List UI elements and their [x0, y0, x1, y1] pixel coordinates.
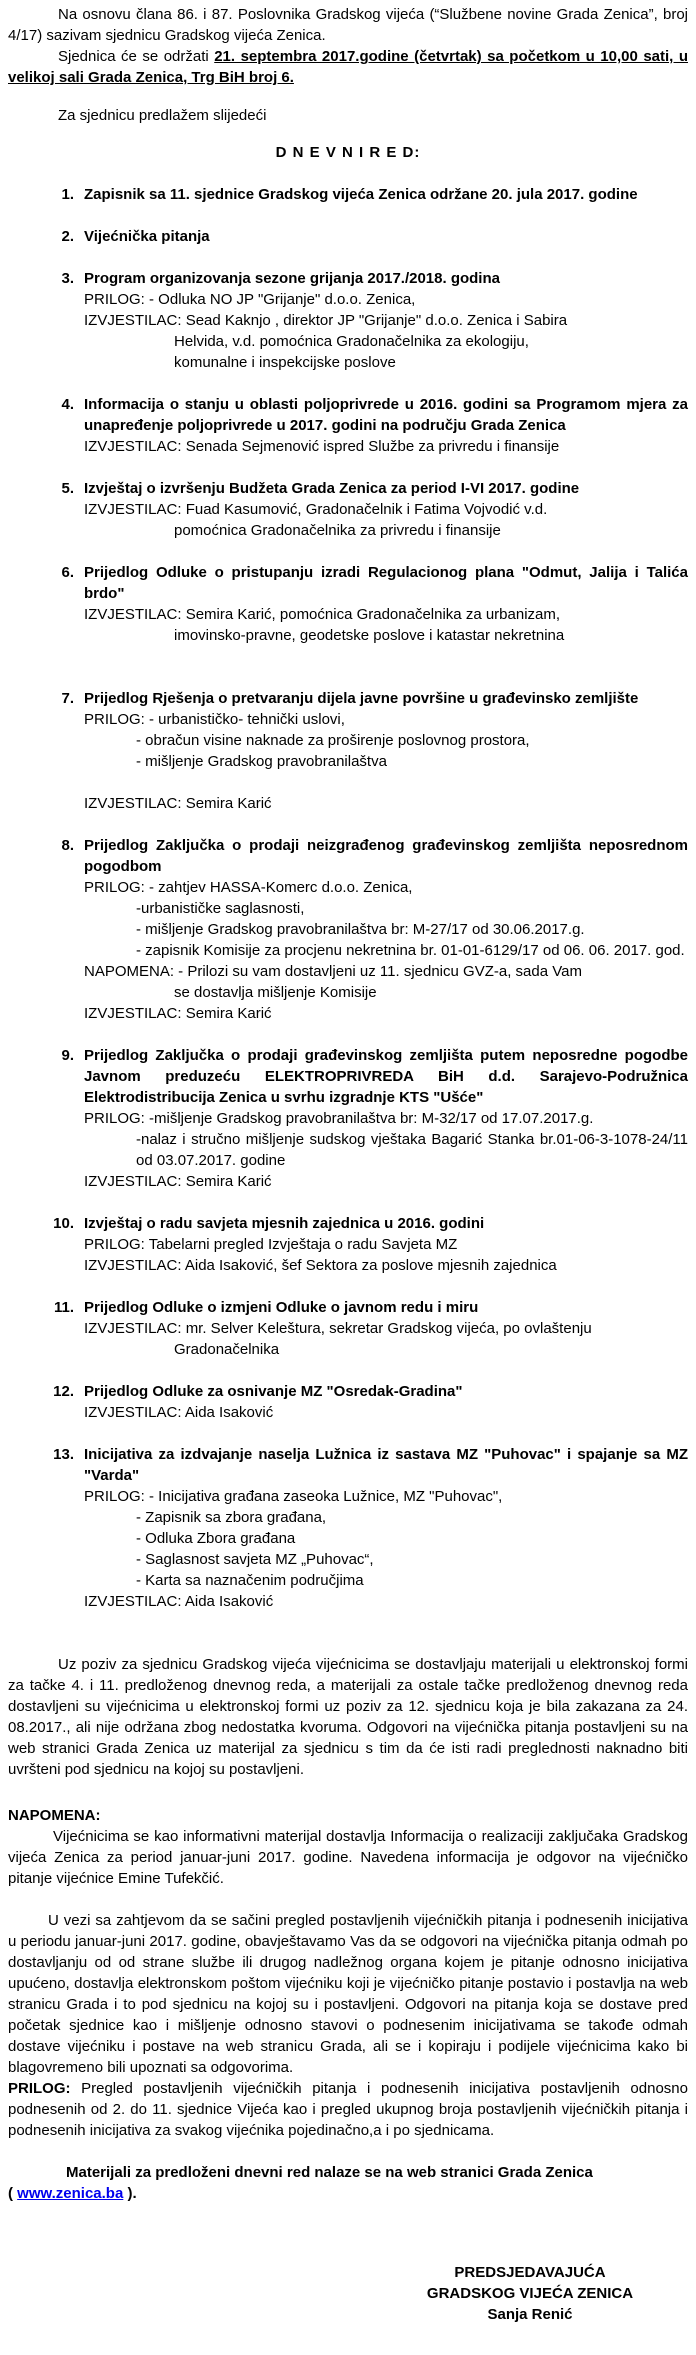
agenda-item-detail [84, 772, 688, 793]
agenda-item-detail: PRILOG: - Inicijativa građana zaseoka Lužnice, MZ "Puhovac", [84, 1488, 503, 1505]
agenda-item-detail: - mišljenje Gradskog pravobranilaštva [136, 753, 387, 770]
agenda-item-number: 2. [61, 228, 74, 245]
agenda-item-detail: IZVJESTILAC: Sead Kaknjo , direktor JP "Grijanje" d.o.o. Zenica i Sabira [84, 312, 568, 329]
agenda-item-number: 9. [61, 1047, 74, 1064]
agenda-item [8, 184, 688, 205]
agenda-item-title: Prijedlog Zaključka o prodaji građevinskog zemljišta putem neposredne pogodbe Javnom preduzeću ELEKTROPRIVREDA BiH d.d. Sarajevo-Podružnica Elektrodistribucija Zenica u svrhu izgradnje KTS "Ušće" [84, 1047, 688, 1106]
prilog-text: Pregled postavljenih vijećničkih pitanja i podnesenih inicijativa postavljenih odnosno podnesenih od 2. do 11. sjednice Vijeća kao i pregled ukupnog broja postavljenih vijećničkih pitanja i podnesenih inicijativa za svakog vijećnika pojedinačno,a i po sjednicama. [8, 2080, 688, 2139]
agenda-item-detail: PRILOG: - urbanističko- tehnički uslovi, [84, 711, 345, 728]
agenda-item [8, 1381, 688, 1423]
session-date-underlined: 21. septembra 2017.godine (četvrtak) sa početkom u 10,00 sati, u velikoj sali Grada Zenica, Trg BiH broj 6. [8, 48, 688, 86]
zenica-website-link[interactable]: www.zenica.ba [17, 2185, 124, 2202]
agenda-item-title: Prijedlog Rješenja o pretvaranju dijela javne površine u građevinsko zemljište [84, 690, 639, 707]
prilog-paragraph [8, 2078, 688, 2141]
agenda-item-detail: IZVJESTILAC: Fuad Kasumović, Gradonačelnik i Fatima Vojvodić v.d. [84, 501, 548, 518]
agenda-item-detail: - Saglasnost savjeta MZ „Puhovac“, [136, 1551, 374, 1568]
intro-paragraph-3: Za sjednicu predlažem slijedeći [58, 107, 267, 124]
agenda-item-detail: IZVJESTILAC: mr. Selver Keleštura, sekretar Gradskog vijeća, po ovlaštenju [84, 1320, 592, 1337]
agenda-item-detail: IZVJESTILAC: Semira Karić [84, 795, 272, 812]
agenda-item [8, 394, 688, 457]
agenda-item-number: 10. [53, 1215, 74, 1232]
agenda-item-detail: - mišljenje Gradskog pravobranilaštva br: M-27/17 od 30.06.2017.g. [136, 921, 585, 938]
agenda-item [8, 268, 688, 373]
agenda-item-detail: komunalne i inspekcijske poslove [174, 354, 396, 371]
agenda-heading: D N E V N I R E D: [275, 144, 421, 161]
materials-open-paren: ( [8, 2185, 18, 2202]
closing-paragraph-2: U vezi sa zahtjevom da se sačini pregled postavljenih vijećničkih pitanja i podnesenih inicijativa u periodu januar-juni 2017. godine, obavještavamo Vas da se odgovori na vijećnička pitanja odmah po dostavljanju od od strane službe ili drugog nadležnog organa kojem je pitanje odnosno inicijativa upućeno, dostavlja elektronskom poštom vijećniku koji je vijećničko pitanje postavio i postavlja na web stranicu Grada i to pod sjednicu na kojoj su i postavljeni. Odgovori na pitanja koja se dostave pred početak sjednice kao i mišljenje odnosno stavovi o podnesenim inicijativama se takođe odmah dostave vijećniku i postave na web stranicu Grada, ali se i kopiraju i podijele vijećnicima kako bi blagovremeno bili upoznati sa odgovorima. [8, 1912, 688, 2076]
agenda-item-detail: - obračun visine naknade za proširenje poslovnog prostora, [136, 732, 530, 749]
agenda-item-detail: PRILOG: - zahtjev HASSA-Komerc d.o.o. Zenica, [84, 879, 413, 896]
agenda-item-detail: NAPOMENA: - Prilozi su vam dostavljeni uz 11. sjednicu GVZ-a, sada Vam [84, 963, 582, 980]
agenda-item-title: Inicijativa za izdvajanje naselja Lužnica iz sastava MZ "Puhovac" i spajanje sa MZ "Varda" [84, 1446, 688, 1484]
closing-paragraph-1: Uz poziv za sjednicu Gradskog vijeća vijećnicima se dostavljaju materijali u elektronskoj formi za tačke 4. i 11. predloženog dnevnog reda, a materijali za ostale tačke predloženog dnevnog reda dostavljeni su vijećnicima u elektronskoj formi uz poziv za 12. sjednicu koja je bila zakazana za 24. 08.2017., ali nije održana zbog nedostatka kvoruma. Odgovori na vijećnička pitanja postavljeni su na web stranici Grada Zenica uz materijal za sjednicu s tim da će isti radi preglednosti naknadno biti uvršteni pod sjednicu na kojoj su postavljeni. [8, 1656, 688, 1778]
agenda-item-number: 7. [61, 690, 74, 707]
agenda-item-detail: PRILOG: Tabelarni pregled Izvještaja o radu Savjeta MZ [84, 1236, 458, 1253]
agenda-item-number: 1. [61, 186, 74, 203]
agenda-item-detail: IZVJESTILAC: Senada Sejmenović ispred Službe za privredu i finansije [84, 438, 560, 455]
intro-paragraph-1: Na osnovu člana 86. i 87. Poslovnika Gradskog vijeća (“Službene novine Grada Zenica”, broj 4/17) sazivam sjednicu Gradskog vijeća Zenica. [8, 6, 688, 44]
agenda-item-title: Prijedlog Odluke za osnivanje MZ "Osredak-Gradina" [84, 1383, 463, 1400]
agenda-item-title: Vijećnička pitanja [84, 228, 210, 245]
agenda-item-detail: - zapisnik Komisije za procjenu nekretnina br. 01-01-6129/17 od 06. 06. 2017. god. [136, 942, 685, 959]
signature-name: Sanja Renić [487, 2306, 573, 2323]
intro-paragraph-2-prefix: Sjednica će se održati [58, 48, 215, 65]
signature-title-line2: GRADSKOG VIJEĆA ZENICA [426, 2285, 634, 2302]
agenda-item-detail: IZVJESTILAC: Aida Isaković, šef Sektora za poslove mjesnih zajednica [84, 1257, 557, 1274]
agenda-item-detail: PRILOG: - Odluka NO JP "Grijanje" d.o.o. Zenica, [84, 291, 416, 308]
agenda-item-detail: imovinsko-pravne, geodetske poslove i katastar nekretnina [174, 627, 565, 644]
agenda-item [8, 478, 688, 541]
signature-title-line1: PREDSJEDAVAJUĆA [454, 2264, 606, 2281]
agenda-item [8, 1045, 688, 1192]
agenda-item-title: Izvještaj o izvršenju Budžeta Grada Zenica za period I-VI 2017. godine [84, 480, 580, 497]
signature-block [402, 2262, 658, 2325]
agenda-item-detail: pomoćnica Gradonačelnika za privredu i finansije [174, 522, 501, 539]
materials-text: Materijali za predloženi dnevni red nalaze se na web stranici Grada Zenica [66, 2164, 593, 2181]
agenda-item-number: 12. [53, 1383, 74, 1400]
agenda-item-detail: IZVJESTILAC: Semira Karić [84, 1005, 272, 1022]
agenda-item [8, 1213, 688, 1276]
agenda-item-number: 5. [61, 480, 74, 497]
agenda-item-title: Prijedlog Odluke o pristupanju izradi Regulacionog plana "Odmut, Jalija i Talića brdo" [84, 564, 688, 602]
agenda-item [8, 835, 688, 1024]
agenda-item-detail: Helvida, v.d. pomoćnica Gradonačelnika za ekologiju, [174, 333, 529, 350]
agenda-item-detail: se dostavlja mišljenje Komisije [174, 984, 377, 1001]
agenda-item-detail: - Odluka Zbora građana [136, 1530, 296, 1547]
agenda-item [8, 562, 688, 646]
agenda-item-detail: - Zapisnik sa zbora građana, [136, 1509, 327, 1526]
agenda-item-detail: IZVJESTILAC: Aida Isaković [84, 1593, 274, 1610]
agenda-item-detail: PRILOG: -mišljenje Gradskog pravobranilaštva br: M-32/17 od 17.07.2017.g. [84, 1110, 594, 1127]
agenda-item-number: 11. [53, 1299, 74, 1316]
agenda-item-title: Informacija o stanju u oblasti poljoprivrede u 2016. godini sa Programom mjera za unapređenje poljoprivrede u 2017. godini na području Grada Zenica [84, 396, 688, 434]
agenda-item [8, 226, 688, 247]
agenda-list [8, 184, 688, 1612]
napomena-label: NAPOMENA: [8, 1807, 101, 1824]
intro-paragraph-2 [8, 46, 688, 88]
agenda-item-detail: IZVJESTILAC: Semira Karić [84, 1173, 272, 1190]
agenda-item-title: Prijedlog Odluke o izmjeni Odluke o javnom redu i miru [84, 1299, 479, 1316]
agenda-item-detail: Gradonačelnika [174, 1341, 280, 1358]
agenda-item-number: 13. [53, 1446, 74, 1463]
agenda-item [8, 1297, 688, 1360]
agenda-item-detail: - Karta sa naznačenim područjima [136, 1572, 364, 1589]
materials-close-paren: ). [123, 2185, 137, 2202]
materials-paragraph [8, 2162, 688, 2204]
prilog-label: PRILOG: [8, 2080, 71, 2097]
agenda-item-detail: -nalaz i stručno mišljenje sudskog vještaka Bagarić Stanka br.01-06-3-1078-24/11 od 03.07.2017. godine [136, 1131, 688, 1169]
agenda-item-number: 3. [61, 270, 74, 287]
agenda-item-number: 4. [61, 396, 74, 413]
agenda-item-number: 8. [61, 837, 74, 854]
agenda-item-number: 6. [61, 564, 74, 581]
agenda-item-title: Zapisnik sa 11. sjednice Gradskog vijeća Zenica održane 20. jula 2017. godine [84, 186, 638, 203]
agenda-item [8, 1444, 688, 1612]
agenda-item-title: Prijedlog Zaključka o prodaji neizgrađenog građevinskog zemljišta neposrednom pogodbom [84, 837, 688, 875]
agenda-item [8, 688, 688, 814]
agenda-item-title: Izvještaj o radu savjeta mjesnih zajednica u 2016. godini [84, 1215, 485, 1232]
agenda-item-detail: IZVJESTILAC: Aida Isaković [84, 1404, 274, 1421]
napomena-paragraph: Vijećnicima se kao informativni materijal dostavlja Informacija o realizaciji zaključaka Gradskog vijeća Zenica za period januar-juni 2017. godine. Navedena informacija je odgovor na vijećničko pitanje vijećnice Emine Tufekčić. [8, 1828, 688, 1887]
agenda-item-title: Program organizovanja sezone grijanja 2017./2018. godina [84, 270, 500, 287]
agenda-item-detail: -urbanističke saglasnosti, [136, 900, 305, 917]
agenda-item-detail: IZVJESTILAC: Semira Karić, pomoćnica Gradonačelnika za urbanizam, [84, 606, 561, 623]
